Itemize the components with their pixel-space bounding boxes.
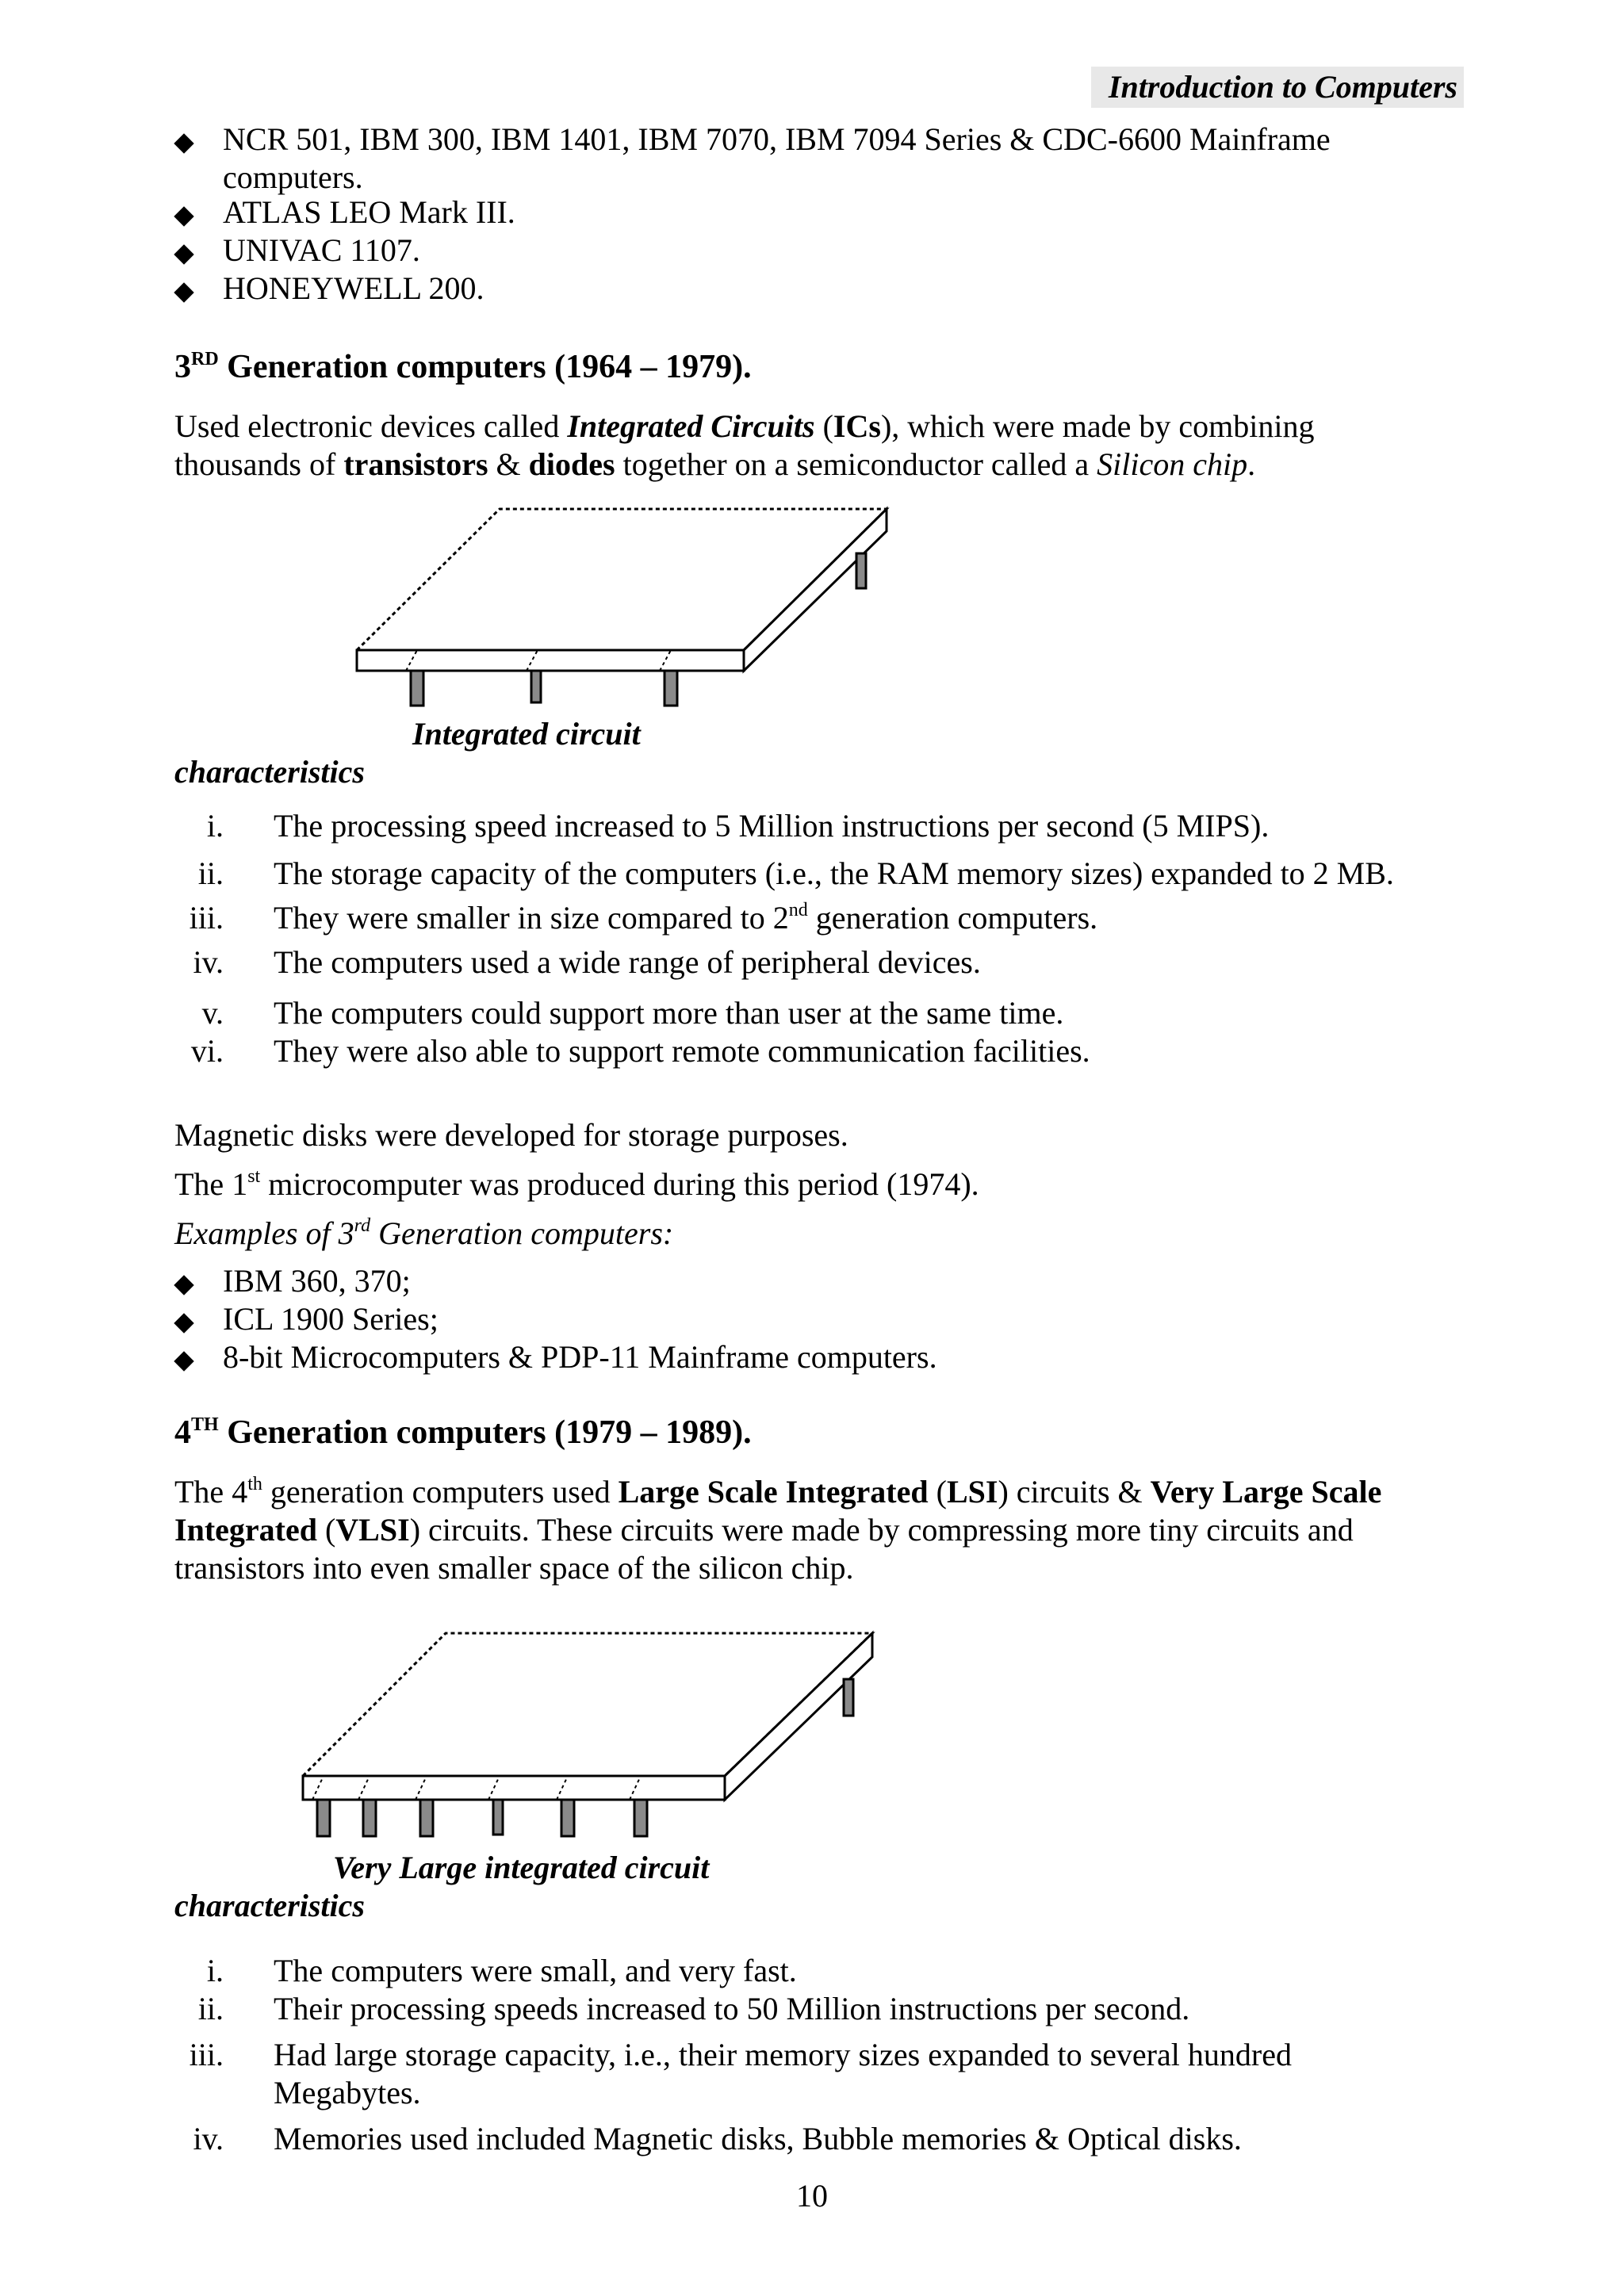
gen3-examples-label <box>174 1215 673 1253</box>
list-item: IBM 360, 370; <box>223 1263 411 1299</box>
list-number: iii. <box>189 900 224 936</box>
gen3-intro-line-1 <box>174 408 1314 446</box>
gen4-heading-number: 4 <box>174 1414 191 1451</box>
gen3-heading <box>174 347 752 387</box>
bullet-icon <box>174 133 193 153</box>
text-sup: st <box>247 1166 261 1187</box>
text-sup: nd <box>788 900 808 920</box>
gen3-heading-sup: RD <box>191 349 219 369</box>
figure-caption-ic: Integrated circuit <box>412 716 641 752</box>
list-number: v. <box>201 995 224 1031</box>
list-number: iii. <box>189 2037 224 2072</box>
bullet-icon <box>174 1313 193 1333</box>
bullet-icon <box>174 1351 193 1371</box>
characteristics-label: characteristics <box>174 754 365 790</box>
text-run: ( <box>316 1512 336 1548</box>
list-item: HONEYWELL 200. <box>223 270 485 306</box>
text-run: generation computers used <box>262 1474 619 1510</box>
gen3-heading-text: Generation computers (1964 – 1979). <box>218 349 752 385</box>
silicon-chip-term: Silicon chip <box>1097 446 1248 482</box>
list-item-continuation: Megabytes. <box>274 2075 421 2110</box>
diodes-term: diodes <box>528 446 615 482</box>
list-item: NCR 501, IBM 300, IBM 1401, IBM 7070, IBM 7094 Series & CDC-6600 Mainframe <box>223 121 1331 157</box>
list-item: The computers were small, and very fast. <box>274 1953 797 1988</box>
microcomputer-note <box>174 1165 979 1203</box>
gen4-intro-line-3: transistors into even smaller space of the silicon chip. <box>174 1550 854 1586</box>
list-number: iv. <box>193 2121 224 2156</box>
vlsi-full-term: Very Large Scale <box>1150 1474 1382 1510</box>
text-run: together on a semiconductor called a <box>615 446 1097 482</box>
text-run: Used electronic devices called <box>174 408 568 444</box>
list-item: Memories used included Magnetic disks, Bubble memories & Optical disks. <box>274 2121 1242 2156</box>
list-item: Had large storage capacity, i.e., their memory sizes expanded to several hundred <box>274 2037 1292 2072</box>
text-run: Generation computers: <box>370 1215 674 1251</box>
list-item: The computers used a wide range of peripheral devices. <box>274 944 981 980</box>
list-item: Their processing speeds increased to 50 Million instructions per second. <box>274 1991 1190 2026</box>
disks-note: Magnetic disks were developed for storage purposes. <box>174 1117 848 1153</box>
gen4-heading-text: Generation computers (1979 – 1989). <box>218 1414 752 1451</box>
figure-caption-vlsi: Very Large integrated circuit <box>333 1850 710 1885</box>
bullet-icon <box>174 206 193 226</box>
text-run: ) circuits. These circuits were made by compressing more tiny circuits and <box>409 1512 1354 1548</box>
list-item: UNIVAC 1107. <box>223 232 420 268</box>
text-sup: rd <box>354 1215 371 1236</box>
text-run: ) circuits & <box>998 1474 1151 1510</box>
gen3-heading-number: 3 <box>174 349 191 385</box>
gen4-intro-line-1 <box>174 1473 1381 1511</box>
lsi-full-term: Large Scale Integrated <box>618 1474 929 1510</box>
list-item-continuation: computers. <box>223 159 363 195</box>
list-number: i. <box>206 1953 224 1988</box>
list-item: 8-bit Microcomputers & PDP-11 Mainframe computers. <box>223 1339 937 1375</box>
gen3-intro-line-2 <box>174 446 1255 484</box>
gen4-heading <box>174 1413 752 1452</box>
text-run: ( <box>814 408 833 444</box>
bullet-icon <box>174 244 193 264</box>
integrated-circuits-term: Integrated Circuits <box>567 408 815 444</box>
list-number: ii. <box>197 1991 224 2026</box>
text-run: They were smaller in size compared to 2 <box>274 900 789 936</box>
list-number: i. <box>206 808 224 844</box>
text-run: generation computers. <box>807 900 1098 936</box>
list-item: The processing speed increased to 5 Million instructions per second (5 MIPS). <box>274 808 1270 844</box>
list-item: ICL 1900 Series; <box>223 1301 439 1337</box>
text-run: The 4 <box>174 1474 248 1510</box>
text-run: The 1 <box>174 1166 248 1202</box>
bullet-icon <box>174 282 193 302</box>
vlsi-term: VLSI <box>335 1512 410 1548</box>
list-item: The storage capacity of the computers (i.e., the RAM memory sizes) expanded to 2 MB. <box>274 855 1394 891</box>
integrated-term: Integrated <box>174 1512 317 1548</box>
lsi-term: LSI <box>946 1474 998 1510</box>
gen4-intro-line-2 <box>174 1511 1354 1549</box>
list-item: ATLAS LEO Mark III. <box>223 194 515 230</box>
text-run: ), which were made by combining <box>880 408 1315 444</box>
transistors-term: transistors <box>343 446 488 482</box>
text-run: thousands of <box>174 446 344 482</box>
list-number: vi. <box>190 1033 224 1069</box>
list-item <box>274 899 1097 937</box>
bullet-icon <box>174 1275 193 1295</box>
running-header: Introduction to Computers <box>1091 67 1464 108</box>
gen4-heading-sup: TH <box>191 1414 219 1435</box>
text-run: Examples of 3 <box>174 1215 354 1251</box>
text-run: microcomputer was produced during this period (1974). <box>260 1166 979 1202</box>
text-sup: th <box>247 1474 262 1494</box>
ics-term: ICs <box>833 408 881 444</box>
text-run: . <box>1247 446 1256 482</box>
characteristics-label: characteristics <box>174 1888 365 1923</box>
list-item: They were also able to support remote communication facilities. <box>274 1033 1090 1069</box>
list-number: ii. <box>197 855 224 891</box>
text-run: & <box>488 446 529 482</box>
page-number: 10 <box>796 2178 828 2214</box>
list-number: iv. <box>193 944 224 980</box>
text-run: ( <box>928 1474 947 1510</box>
list-item: The computers could support more than user at the same time. <box>274 995 1064 1031</box>
